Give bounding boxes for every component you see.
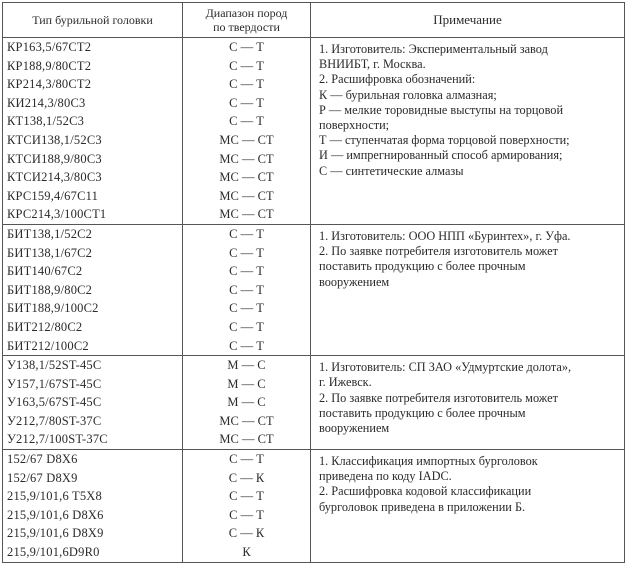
range-cell <box>183 224 311 355</box>
hardness-range: С — К <box>228 470 265 485</box>
note-line: поверхности; <box>319 118 390 133</box>
hardness-range: С — Т <box>229 95 264 110</box>
type-cell <box>3 224 183 355</box>
hardness-range: С — Т <box>229 58 264 73</box>
drill-head-type: У212,7/100ST-37С <box>7 432 108 447</box>
hardness-range: М — С <box>227 358 266 373</box>
note-text <box>311 38 624 179</box>
note-line: 1. Изготовитель: Экспериментальный завод <box>319 42 548 56</box>
drill-head-type: КР163,5/67СТ2 <box>7 40 92 54</box>
note-cell <box>311 356 625 450</box>
type-cell <box>3 450 183 563</box>
drill-head-type: БИТ140/67С2 <box>7 264 83 279</box>
note-text <box>311 450 624 515</box>
drill-head-type: БИТ138,1/52С2 <box>7 226 93 241</box>
hardness-range: С — Т <box>229 338 264 353</box>
drill-heads-table <box>2 2 625 563</box>
table-group-row <box>3 224 625 355</box>
header-range-line1: Диапазон пород <box>205 6 288 20</box>
hardness-range: МС — СТ <box>219 132 274 147</box>
hardness-range: С — Т <box>229 489 264 504</box>
hardness-range: С — К <box>228 526 265 541</box>
hardness-range: МС — СТ <box>219 413 274 428</box>
drill-head-type: КТ138,1/52С3 <box>7 114 85 129</box>
drill-head-type: У138,1/52ST-45С <box>7 358 102 373</box>
hardness-range: С — Т <box>229 245 264 260</box>
range-cell <box>183 356 311 450</box>
drill-head-type: КРС159,4/67С11 <box>7 188 99 203</box>
note-text <box>311 356 624 436</box>
drill-head-type: КТСИ138,1/52С3 <box>7 132 102 147</box>
drill-head-type: БИТ188,9/80С2 <box>7 282 93 297</box>
drill-head-type: КРС214,3/100СТ1 <box>7 207 107 222</box>
drill-head-type: КИ214,3/80С3 <box>7 95 86 110</box>
drill-head-type: БИТ138,1/67С2 <box>7 245 93 260</box>
hardness-range: МС — СТ <box>219 207 274 222</box>
drill-head-type: 215,9/101,6D9R0 <box>7 545 100 560</box>
note-line: приведена по коду IADC. <box>319 469 452 484</box>
drill-head-type: БИТ212/100С2 <box>7 338 89 353</box>
hardness-range: МС — СТ <box>219 188 274 203</box>
drill-head-type: 152/67 D8X6 <box>7 452 78 467</box>
note-line: Р — мелкие торовидные выступы на торцовой <box>319 102 564 117</box>
note-line: вооружением <box>319 274 390 289</box>
note-line: 2. Расшифровка кодовой классификации <box>319 484 532 499</box>
note-line: 2. По заявке потребителя изготовитель может <box>319 390 558 405</box>
drill-head-type: БИТ212/80С2 <box>7 319 83 334</box>
drill-head-type: БИТ188,9/100С2 <box>7 301 99 316</box>
hardness-range: М — С <box>227 376 266 391</box>
note-line: вооружением <box>319 420 390 435</box>
note-line: 2. По заявке потребителя изготовитель может <box>319 244 558 259</box>
note-line: ВНИИБТ, г. Москва. <box>319 57 426 72</box>
note-cell <box>311 450 625 563</box>
note-line: 2. Расшифровка обозначений: <box>319 72 476 87</box>
drill-head-type: У163,5/67ST-45С <box>7 395 102 410</box>
drill-head-type: У212,7/80ST-37С <box>7 413 102 428</box>
note-line: бурголовок приведена в приложении Б. <box>319 499 526 514</box>
hardness-range: К <box>242 545 251 560</box>
hardness-range: С — Т <box>229 452 264 467</box>
table-header-row <box>3 3 625 38</box>
range-cell <box>183 38 311 225</box>
header-note: Примечание <box>311 3 625 38</box>
type-cell <box>3 38 183 225</box>
note-line: 1. Изготовитель: СП ЗАО «Удмуртские долота», <box>319 360 572 375</box>
drill-head-type: КР188,9/80СТ2 <box>7 58 92 73</box>
hardness-range: С — Т <box>229 282 264 297</box>
drill-head-type: 215,9/101,6 T5X8 <box>7 489 102 504</box>
hardness-range: С — Т <box>229 40 264 54</box>
header-type: Тип бурильной головки <box>3 3 183 38</box>
note-line: 1. Изготовитель: ООО НПП «Буринтех», г. Уфа. <box>319 228 571 243</box>
drill-head-type: У157,1/67ST-45С <box>7 376 102 391</box>
drill-head-type: 152/67 D8X9 <box>7 470 78 485</box>
note-line: г. Ижевск. <box>319 375 372 390</box>
hardness-range: С — Т <box>229 77 264 92</box>
drill-head-type: 215,9/101,6 D8X6 <box>7 507 104 522</box>
hardness-range: МС — СТ <box>219 151 274 166</box>
note-line: К — бурильная головка алмазная; <box>319 87 497 102</box>
note-line: поставить продукцию с более прочным <box>319 405 526 420</box>
hardness-range: С — Т <box>229 507 264 522</box>
header-range-line2: по твердости <box>213 20 280 34</box>
hardness-range: С — Т <box>229 319 264 334</box>
hardness-range: С — Т <box>229 114 264 129</box>
note-line: И — импрегнированный способ армирования; <box>319 148 563 163</box>
drill-head-type: 215,9/101,6 D8X9 <box>7 526 104 541</box>
hardness-range: М — С <box>227 395 266 410</box>
type-cell <box>3 356 183 450</box>
table-group-row <box>3 356 625 450</box>
note-cell <box>311 38 625 225</box>
note-line: 1. Классификация импортных бурголовок <box>319 454 538 469</box>
hardness-range: МС — СТ <box>219 432 274 447</box>
table-group-row <box>3 38 625 225</box>
header-range <box>183 3 311 38</box>
note-cell <box>311 224 625 355</box>
note-line: Т — ступенчатая форма торцовой поверхности; <box>319 133 570 148</box>
drill-head-type: КР214,3/80СТ2 <box>7 77 92 92</box>
hardness-range: С — Т <box>229 264 264 279</box>
drill-head-type: КТСИ188,9/80С3 <box>7 151 102 166</box>
note-line: С — синтетические алмазы <box>319 163 464 178</box>
table-group-row <box>3 450 625 563</box>
hardness-range: С — Т <box>229 301 264 316</box>
drill-head-type: КТСИ214,3/80С3 <box>7 170 102 185</box>
hardness-range: МС — СТ <box>219 170 274 185</box>
note-line: поставить продукцию с более прочным <box>319 259 526 274</box>
hardness-range: С — Т <box>229 226 264 241</box>
range-cell <box>183 450 311 563</box>
note-text <box>311 225 624 290</box>
